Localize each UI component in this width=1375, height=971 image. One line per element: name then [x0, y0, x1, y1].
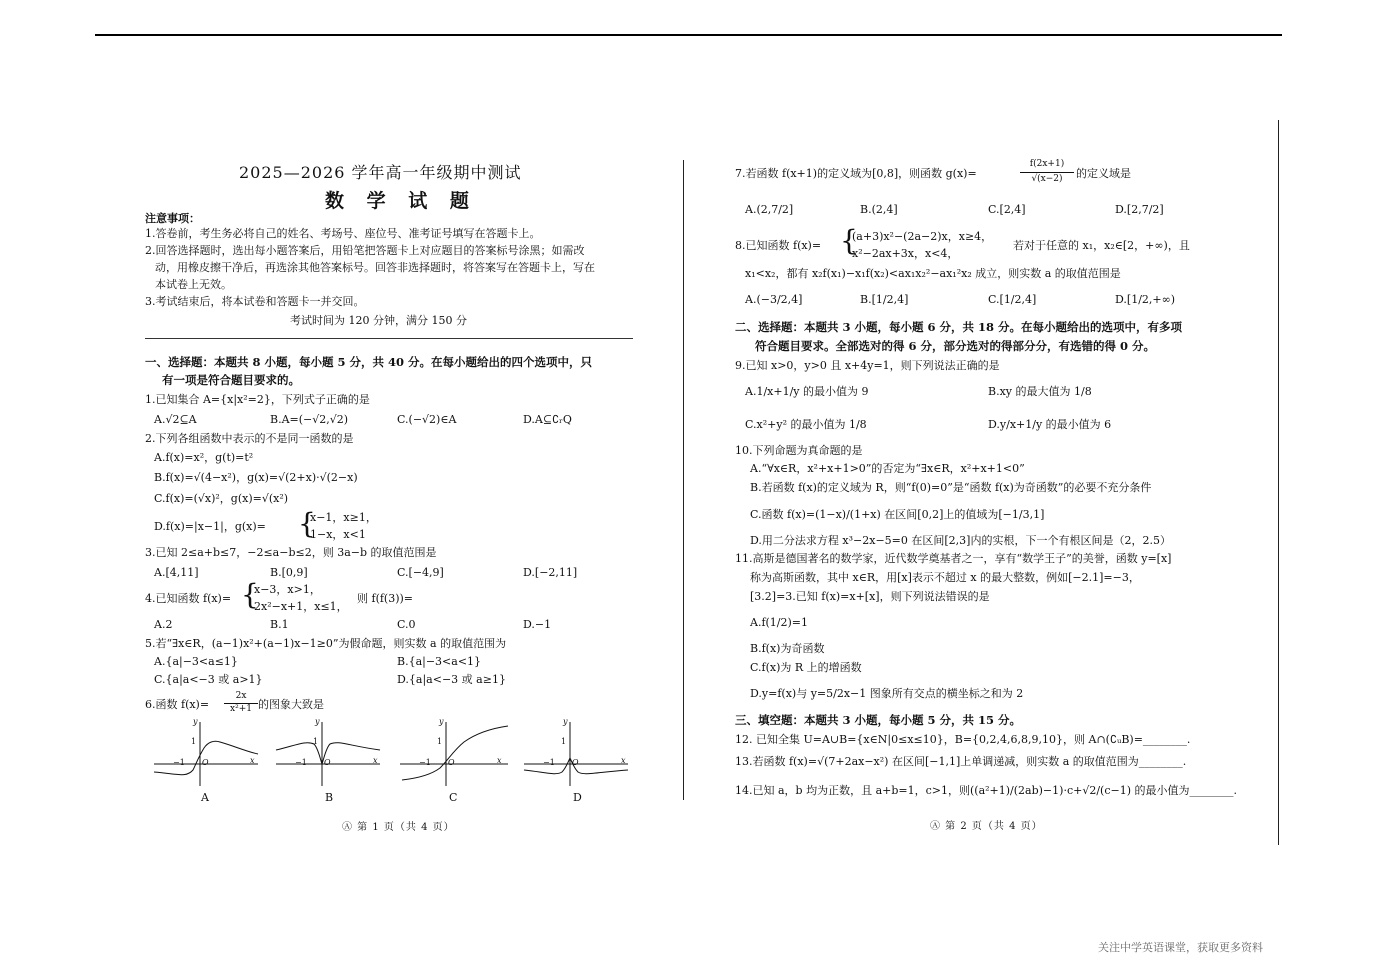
q5-option-c: C.{a|a<−3 或 a>1}	[154, 673, 263, 686]
notice-line: 本试卷上无效。	[155, 278, 232, 291]
question-11-line-1: 11.高斯是德国著名的数学家，近代数学奠基者之一，享有“数学王子”的美誉，函数 y=[x]	[735, 552, 1172, 565]
q7-option-b: B.(2,4]	[860, 203, 898, 216]
notice-separator	[145, 338, 633, 339]
section-2-heading-cont: 符合题目要求。全部选对的得 6 分，部分选对的得部分分，有选错的得 0 分。	[755, 339, 1156, 353]
q5-option-a: A.{a|−3<a≤1}	[154, 655, 238, 668]
question-10-stem: 10.下列命题为真命题的是	[735, 444, 863, 457]
graph-b-y-label: y	[315, 717, 320, 726]
graph-c-tick-1: 1	[437, 737, 443, 746]
q8-case1: (a+3)x²−(2a−2)x，x≥4，	[852, 230, 993, 243]
graph-c-x-label: x	[497, 756, 502, 765]
q9-option-a: A.1/x+1/y 的最小值为 9	[745, 385, 869, 398]
q8-option-d: D.[1/2,+∞)	[1115, 293, 1176, 306]
graph-c-origin: O	[448, 758, 455, 767]
brace-icon: {	[298, 507, 316, 540]
brace-icon: {	[241, 578, 259, 611]
q1-option-b: B.A=(−√2,√2)	[270, 413, 349, 426]
page-1-footer: Ⓐ 第 1 页（共 4 页）	[342, 822, 455, 833]
subject-title: 数 学 试 题	[325, 190, 477, 212]
q10-option-a: A.“∀x∈R，x²+x+1>0”的否定为“∃x∈R，x²+x+1<0”	[750, 462, 1025, 475]
graph-b-origin: O	[324, 758, 331, 767]
q11-option-a: A.f(1/2)=1	[750, 616, 809, 629]
graph-a-tick-neg1: −1	[173, 758, 185, 767]
q6-graphs	[148, 718, 638, 790]
graph-a-tick-1: 1	[191, 737, 197, 746]
q4-option-a: A.2	[154, 618, 173, 631]
q11-option-b: B.f(x)为奇函数	[750, 642, 825, 655]
notice-line: 动，用橡皮擦干净后，再选涂其他答案标号。回答非选择题时，将答案写在答题卡上，写在	[155, 261, 595, 274]
graph-d-y-label: y	[563, 717, 568, 726]
graph-d	[524, 722, 628, 786]
q7-option-d: D.[2,7/2]	[1115, 203, 1164, 216]
notice-line: 2.回答选择题时，选出每小题答案后，用铅笔把答题卡上对应题目的答案标号涂黑；如需改	[145, 244, 585, 257]
top-rule	[95, 34, 1282, 36]
notice-line: 3.考试结束后，将本试卷和答题卡一并交回。	[145, 295, 365, 308]
fraction-bar	[1020, 172, 1074, 173]
time-score: 考试时间为 120 分钟，满分 150 分	[290, 314, 467, 327]
graph-d-tick-neg1: −1	[543, 758, 555, 767]
question-9-stem: 9.已知 x>0，y>0 且 x+4y=1，则下列说法正确的是	[735, 359, 1000, 372]
notice-line: 1.答卷前，考生务必将自己的姓名、考场号、座位号、准考证号填写在答题卡上。	[145, 227, 541, 240]
q7-option-a: A.(2,7/2]	[745, 203, 794, 216]
graph-a	[154, 722, 258, 786]
graph-c-caption: C	[449, 791, 458, 804]
graph-c-y-label: y	[439, 717, 444, 726]
graph-d-x-label: x	[621, 756, 626, 765]
q4-case1: x−3，x>1，	[254, 583, 321, 596]
q8-case2: x²−2ax+3x，x<4，	[852, 247, 959, 260]
graph-d-tick-1: 1	[561, 737, 567, 746]
notice-heading: 注意事项：	[145, 212, 200, 225]
graph-b-tick-neg1: −1	[295, 758, 307, 767]
graph-a-origin: O	[202, 758, 209, 767]
question-4-stem-end: 则 f(f(3))=	[357, 592, 414, 605]
q9-option-d: D.y/x+1/y 的最小值为 6	[988, 418, 1112, 431]
q7-option-c: C.[2,4]	[988, 203, 1026, 216]
question-1-stem: 1.已知集合 A={x|x²=2}，下列式子正确的是	[145, 393, 370, 406]
q4-option-b: B.1	[270, 618, 289, 631]
brace-icon: {	[840, 224, 858, 257]
q6-fraction-denominator: x²+1	[230, 704, 252, 714]
question-7-stem-end: 的定义域是	[1076, 167, 1131, 180]
q2-option-b: B.f(x)=√(4−x²)，g(x)=√(2+x)·√(2−x)	[154, 471, 358, 484]
right-edge-rule	[1278, 120, 1279, 845]
graph-a-x-label: x	[250, 756, 255, 765]
q3-option-d: D.[−2,11]	[523, 566, 578, 579]
q7-fraction-denominator: √(x−2)	[1031, 174, 1063, 184]
question-11-line-3: [3.2]=3.已知 f(x)=x+[x]，则下列说法错误的是	[750, 590, 990, 603]
graph-b-caption: B	[325, 791, 334, 804]
page-divider	[683, 160, 684, 800]
q10-option-b: B.若函数 f(x)的定义域为 R，则“f(0)=0”是“函数 f(x)为奇函数”的必要不充分条件	[750, 481, 1152, 494]
question-6-stem: 6.函数 f(x)=	[145, 698, 210, 711]
q10-option-c: C.函数 f(x)=(1−x)/(1+x) 在区间[0,2]上的值域为[−1/3,1]	[750, 508, 1045, 521]
question-4-stem: 4.已知函数 f(x)=	[145, 592, 232, 605]
section-3-heading: 三、填空题：本题共 3 小题，每小题 5 分，共 15 分。	[735, 713, 1022, 727]
q1-option-d: D.A⊆∁ᵣQ	[523, 413, 572, 426]
q4-option-d: D.−1	[523, 618, 552, 631]
question-2-stem: 2.下列各组函数中表示的不是同一函数的是	[145, 432, 354, 445]
graph-a-caption: A	[201, 791, 209, 804]
q9-option-b: B.xy 的最大值为 1/8	[988, 385, 1092, 398]
section-2-heading: 二、选择题：本题共 3 小题，每小题 6 分，共 18 分。在每小题给出的选项中，有多项	[735, 320, 1183, 334]
question-7-stem: 7.若函数 f(x+1)的定义域为[0,8]，则函数 g(x)=	[735, 167, 977, 180]
q7-fraction-numerator: f(2x+1)	[1029, 159, 1065, 169]
section-1-heading: 一、选择题：本题共 8 小题，每小题 5 分，共 40 分。在每小题给出的四个选项中，只	[145, 355, 593, 369]
question-8-stem: 8.已知函数 f(x)=	[735, 239, 822, 252]
question-6-stem-end: 的图象大致是	[258, 698, 324, 711]
q2-option-c: C.f(x)=(√x)²，g(x)=√(x²)	[154, 492, 289, 505]
q2-d-case2: 1−x，x<1	[310, 528, 366, 541]
q8-option-c: C.[1/2,4]	[988, 293, 1037, 306]
q1-option-a: A.√2⊆A	[154, 413, 197, 426]
graph-b-x-label: x	[373, 756, 378, 765]
graph-c-tick-neg1: −1	[419, 758, 431, 767]
q4-option-c: C.0	[397, 618, 416, 631]
q3-option-b: B.[0,9]	[270, 566, 308, 579]
exam-title: 2025—2026 学年高一年级期中测试	[239, 163, 522, 182]
curve-c	[402, 726, 508, 780]
question-5-stem: 5.若“∃x∈R，(a−1)x²+(a−1)x−1≥0”为假命题，则实数 a 的取值范围为	[145, 637, 507, 650]
q3-option-c: C.[−4,9]	[397, 566, 444, 579]
q8-option-b: B.[1/2,4]	[860, 293, 909, 306]
q8-option-a: A.(−3/2,4]	[745, 293, 803, 306]
q1-option-c: C.(−√2)∈A	[397, 413, 457, 426]
graph-d-caption: D	[573, 791, 582, 804]
question-13: 13.若函数 f(x)=√(7+2ax−x²) 在区间[−1,1]上单调递减，则实数 a 的取值范围为________.	[735, 755, 1187, 768]
q5-option-b: B.{a|−3<a<1}	[397, 655, 482, 668]
question-12: 12. 已知全集 U=A∪B={x∈N|0≤x≤10}，B={0,2,4,6,8,9,10}，则 A∩(∁ᵤB)=________.	[735, 733, 1191, 746]
q3-option-a: A.[4,11]	[154, 566, 199, 579]
question-8-line-2: x₁<x₂，都有 x₂f(x₁)−x₁f(x₂)<ax₁x₂²−ax₁²x₂ 成立，则实数 a 的取值范围是	[745, 267, 1121, 280]
page-2-footer: Ⓐ 第 2 页（共 4 页）	[930, 821, 1043, 832]
q6-fraction-numerator: 2x	[235, 691, 247, 701]
q9-option-c: C.x²+y² 的最小值为 1/8	[745, 418, 867, 431]
watermark-text: 关注中学英语课堂，获取更多资料	[1098, 941, 1263, 954]
question-3-stem: 3.已知 2≤a+b≤7，−2≤a−b≤2，则 3a−b 的取值范围是	[145, 546, 437, 559]
q4-case2: 2x²−x+1，x≤1，	[254, 600, 348, 613]
q2-d-case1: x−1，x≥1，	[310, 511, 377, 524]
question-14: 14.已知 a，b 均为正数，且 a+b=1，c>1，则((a²+1)/(2ab)−1)·c+√2/(c−1) 的最小值为________.	[735, 784, 1237, 797]
q2-option-a: A.f(x)=x²，g(t)=t²	[154, 451, 254, 464]
section-1-heading-cont: 有一项是符合题目要求的。	[162, 373, 300, 387]
q11-option-d: D.y=f(x)与 y=5/2x−1 图象所有交点的横坐标之和为 2	[750, 687, 1024, 700]
graph-b-tick-1: 1	[313, 737, 319, 746]
graph-d-origin: O	[572, 758, 579, 767]
question-11-line-2: 称为高斯函数，其中 x∈R，用[x]表示不超过 x 的最大整数，例如[−2.1]=−3，	[750, 571, 1140, 584]
q5-option-d: D.{a|a<−3 或 a≥1}	[397, 673, 506, 686]
graph-a-y-label: y	[193, 717, 198, 726]
graph-c	[400, 722, 508, 786]
graph-b	[276, 722, 380, 786]
question-8-stem-end: 若对于任意的 x₁，x₂∈[2，+∞)，且	[1013, 239, 1190, 252]
q2-option-d: D.f(x)=|x−1|，g(x)=	[154, 520, 266, 533]
q10-option-d: D.用二分法求方程 x³−2x−5=0 在区间[2,3]内的实根，下一个有根区间是（2，2.5）	[750, 534, 1171, 547]
q11-option-c: C.f(x)为 R 上的增函数	[750, 661, 862, 674]
